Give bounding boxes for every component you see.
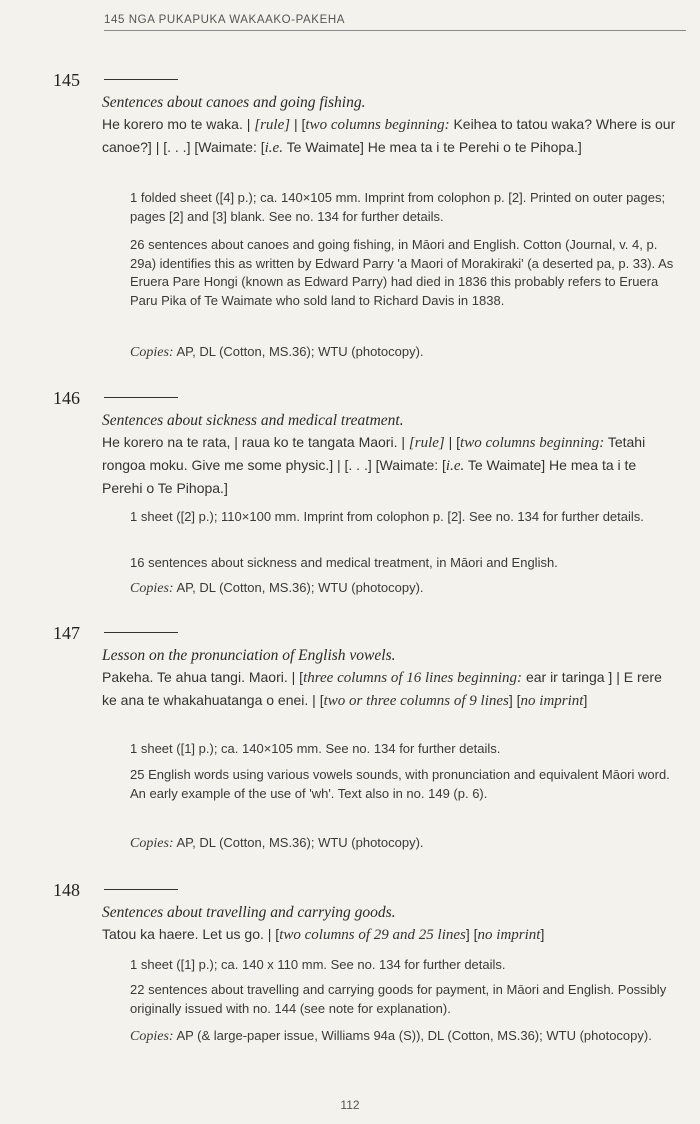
- entry-physical: 1 sheet ([1] p.); ca. 140 x 110 mm. See no. 134 for further details.: [130, 957, 506, 972]
- maori-text: Te Waimate] He mea ta i te Perehi o Te Pihopa.]: [102, 457, 637, 496]
- maori-text: | [: [290, 116, 306, 132]
- maori-text: Pakeha. Te ahua tangi. Maori. | [: [102, 669, 304, 685]
- entry-title: Sentences about travelling and carrying goods.: [102, 904, 396, 921]
- entry-description: 16 sentences about sickness and medical treatment, in Māori and English.: [130, 555, 558, 570]
- maori-text: ]: [583, 692, 588, 708]
- entry-maori-title: [102, 431, 680, 499]
- maori-text: He korero na te rata, | raua ko te tangata Maori. |: [102, 434, 409, 450]
- maori-italic: two columns of 29 and 25 lines: [279, 927, 466, 943]
- entry-physical: 1 sheet ([2] p.); 110×100 mm. Imprint from colophon p. [2]. See no. 134 for further details.: [130, 509, 644, 524]
- entry-rule: [104, 889, 178, 890]
- entry-physical: 1 sheet ([1] p.); ca. 140×105 mm. See no. 134 for further details.: [130, 741, 501, 756]
- maori-italic: [rule]: [254, 117, 291, 133]
- page-number: 112: [340, 1098, 360, 1112]
- copies-label: Copies:: [130, 345, 174, 360]
- entry-maori-title: [102, 666, 680, 712]
- copies-text: AP, DL (Cotton, MS.36); WTU (photocopy).: [173, 835, 424, 850]
- entry-number: 148: [53, 880, 80, 900]
- entry-number: 147: [53, 623, 80, 643]
- entry-description: 22 sentences about travelling and carrying goods for payment, in Māori and English. Possibly originally issued with no. 144 (see note for explanation).: [130, 982, 667, 1016]
- maori-text: Tetahi rongoa moku. Give me some physic.] | [. . .] [Waimate: [: [102, 434, 646, 473]
- copies-label: Copies:: [130, 836, 174, 851]
- copies-label: Copies:: [130, 1029, 174, 1044]
- entry-physical: 1 folded sheet ([4] p.); ca. 140×105 mm. Imprint from colophon p. [2]. Printed on outer pages; pages [2] and [3] blank. See no. 134 for further details.: [130, 190, 666, 224]
- maori-italic: i.e.: [445, 458, 465, 474]
- entry-description: 26 sentences about canoes and going fishing, in Māori and English. Cotton (Journal, v. 4, p. 29a) identifies this as written by Edward Parry 'a Maori of Morakiraki' (a deserted pa, p. 33). As Eruera Pare Hongi (known as Edward Parry) had died in 1836 this probably refers to Eruera Paru Pika of Te Waimate who sold land to Richard Davis in 1838.: [130, 237, 674, 308]
- entry-number: 145: [53, 70, 80, 90]
- entry-title: Sentences about sickness and medical treatment.: [102, 412, 404, 429]
- entry-rule: [104, 79, 178, 80]
- copies-label: Copies:: [130, 581, 174, 596]
- entry-maori-title: [102, 923, 680, 946]
- entry-maori-title: [102, 113, 680, 159]
- maori-text: ] [: [465, 926, 478, 942]
- maori-italic: three columns of 16 lines beginning:: [303, 670, 523, 686]
- copies-text: AP, DL (Cotton, MS.36); WTU (photocopy).: [173, 580, 424, 595]
- entry-description: 25 English words using various vowels sounds, with pronunciation and equivalent Māori word. An early example of the use of 'wh'. Text also in no. 149 (p. 6).: [130, 767, 670, 801]
- maori-text: ] [: [508, 692, 521, 708]
- maori-text: Te Waimate] He mea ta i te Perehi o te Pihopa.]: [282, 139, 582, 155]
- maori-italic: no imprint: [477, 927, 541, 943]
- maori-text: Keihea to tatou waka? Where is our canoe?] | [. . .] [Waimate: [: [102, 116, 676, 155]
- maori-italic: two or three columns of 9 lines: [323, 693, 509, 709]
- running-head: 145 NGA PUKAPUKA WAKAAKO-PAKEHA: [104, 14, 686, 31]
- maori-text: Tatou ka haere. Let us go. | [: [102, 926, 280, 942]
- entry-rule: [104, 632, 178, 633]
- maori-text: ]: [540, 926, 545, 942]
- entry-number: 146: [53, 388, 80, 408]
- maori-text: | [: [444, 434, 461, 450]
- maori-italic: two columns beginning:: [305, 117, 450, 133]
- maori-text: He korero mo te waka. |: [102, 116, 255, 132]
- copies-text: AP (& large-paper issue, Williams 94a (S)), DL (Cotton, MS.36); WTU (photocopy).: [173, 1028, 652, 1043]
- entry-copies: [130, 1027, 686, 1047]
- maori-italic: two columns beginning:: [460, 435, 605, 451]
- copies-text: AP, DL (Cotton, MS.36); WTU (photocopy).: [173, 344, 424, 359]
- maori-italic: [rule]: [408, 435, 445, 451]
- entry-title: Sentences about canoes and going fishing.: [102, 94, 366, 111]
- maori-text: ear ir taringa ] | E rere ke ana te whakahuatanga o enei. | [: [102, 669, 662, 708]
- entry-copies: [130, 343, 686, 363]
- entry-copies: [130, 579, 686, 599]
- entry-copies: [130, 834, 686, 854]
- entry-rule: [104, 397, 178, 398]
- entry-title: Lesson on the pronunciation of English vowels.: [102, 647, 396, 664]
- maori-italic: no imprint: [520, 693, 584, 709]
- maori-italic: i.e.: [264, 140, 283, 156]
